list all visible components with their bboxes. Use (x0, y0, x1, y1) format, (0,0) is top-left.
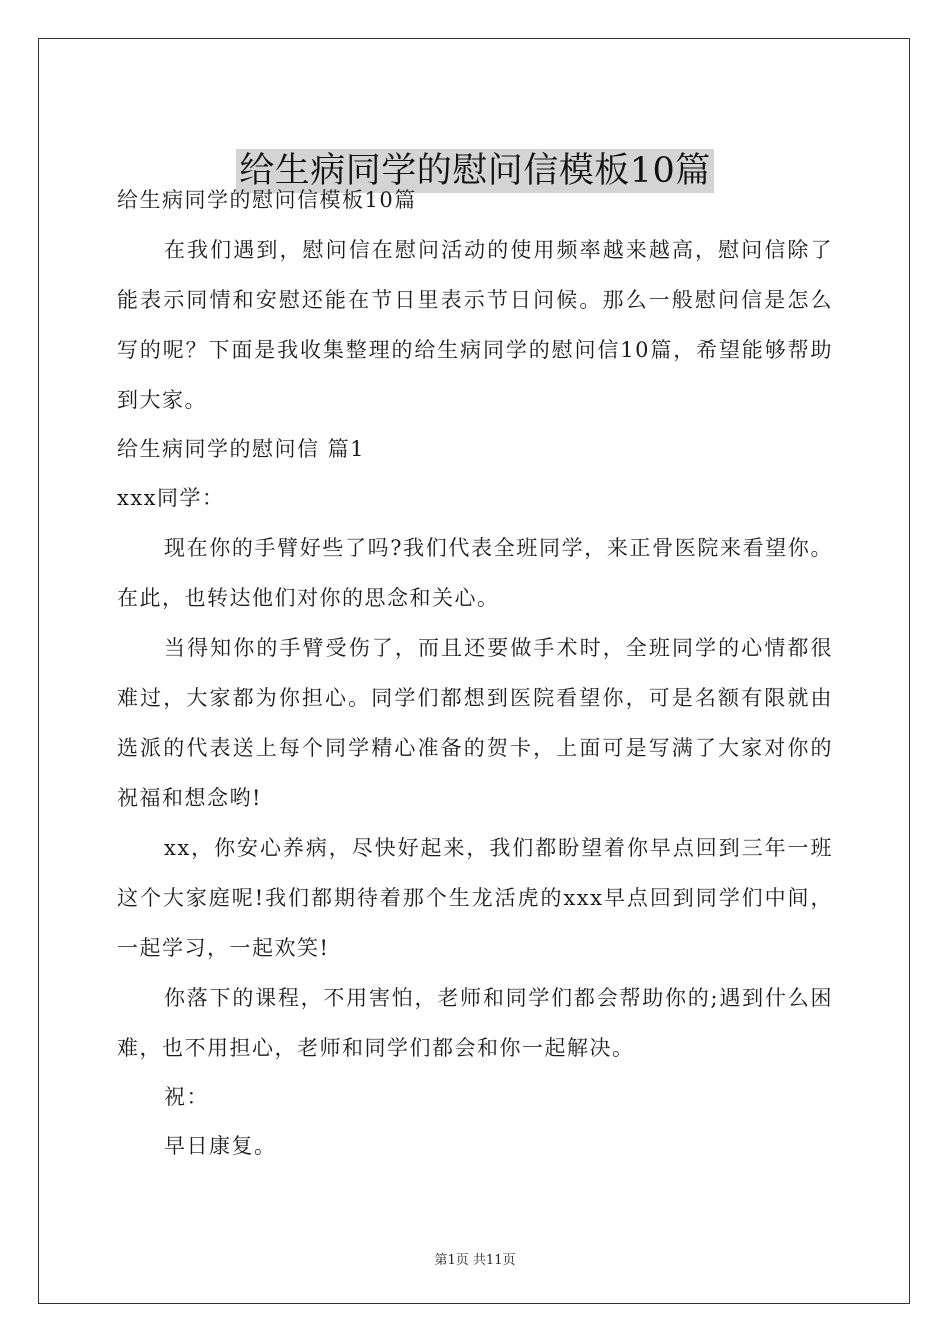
document-subtitle: 给生病同学的慰问信模板10篇 (117, 188, 417, 212)
salutation: xxx同学： (117, 486, 225, 510)
body-paragraph: 当得知你的手臂受伤了，而且还要做手术时，全班同学的心情都很难过，大家都为你担心。同学们都想到医院看望你，可是名额有限就由选派的代表送上每个同学精心准备的贺卡，上面可是写满了大家对你的祝福和想念哟! (117, 636, 833, 810)
closing-wish: 祝： (164, 1085, 209, 1109)
document-title: 给生病同学的慰问信模板10篇 (236, 149, 714, 193)
page-footer (0, 1249, 950, 1268)
document-body (117, 176, 833, 1171)
body-paragraph: xx，你安心养病，尽快好起来，我们都盼望着你早点回到三年一班这个大家庭呢!我们都期待着那个生龙活虎的xxx早点回到同学们中间，一起学习，一起欢笑! (117, 836, 833, 960)
closing-recovery: 早日康复。 (164, 1134, 277, 1158)
body-paragraph: 你落下的课程，不用害怕，老师和同学们都会帮助你的;遇到什么困难，也不用担心，老师和同学们都会和你一起解决。 (117, 986, 833, 1060)
section-heading: 给生病同学的慰问信 篇1 (117, 437, 366, 461)
body-paragraph: 现在你的手臂好些了吗?我们代表全班同学，来正骨医院来看望你。在此，也转达他们对你的思念和关心。 (117, 536, 833, 610)
intro-paragraph: 在我们遇到，慰问信在慰问活动的使用频率越来越高，慰问信除了能表示同情和安慰还能在节日里表示节日问候。那么一般慰问信是怎么写的呢？下面是我收集整理的给生病同学的慰问信10篇，希望能够帮助到大家。 (117, 238, 833, 412)
page-indicator: 第1页 共11页 (434, 1253, 516, 1268)
